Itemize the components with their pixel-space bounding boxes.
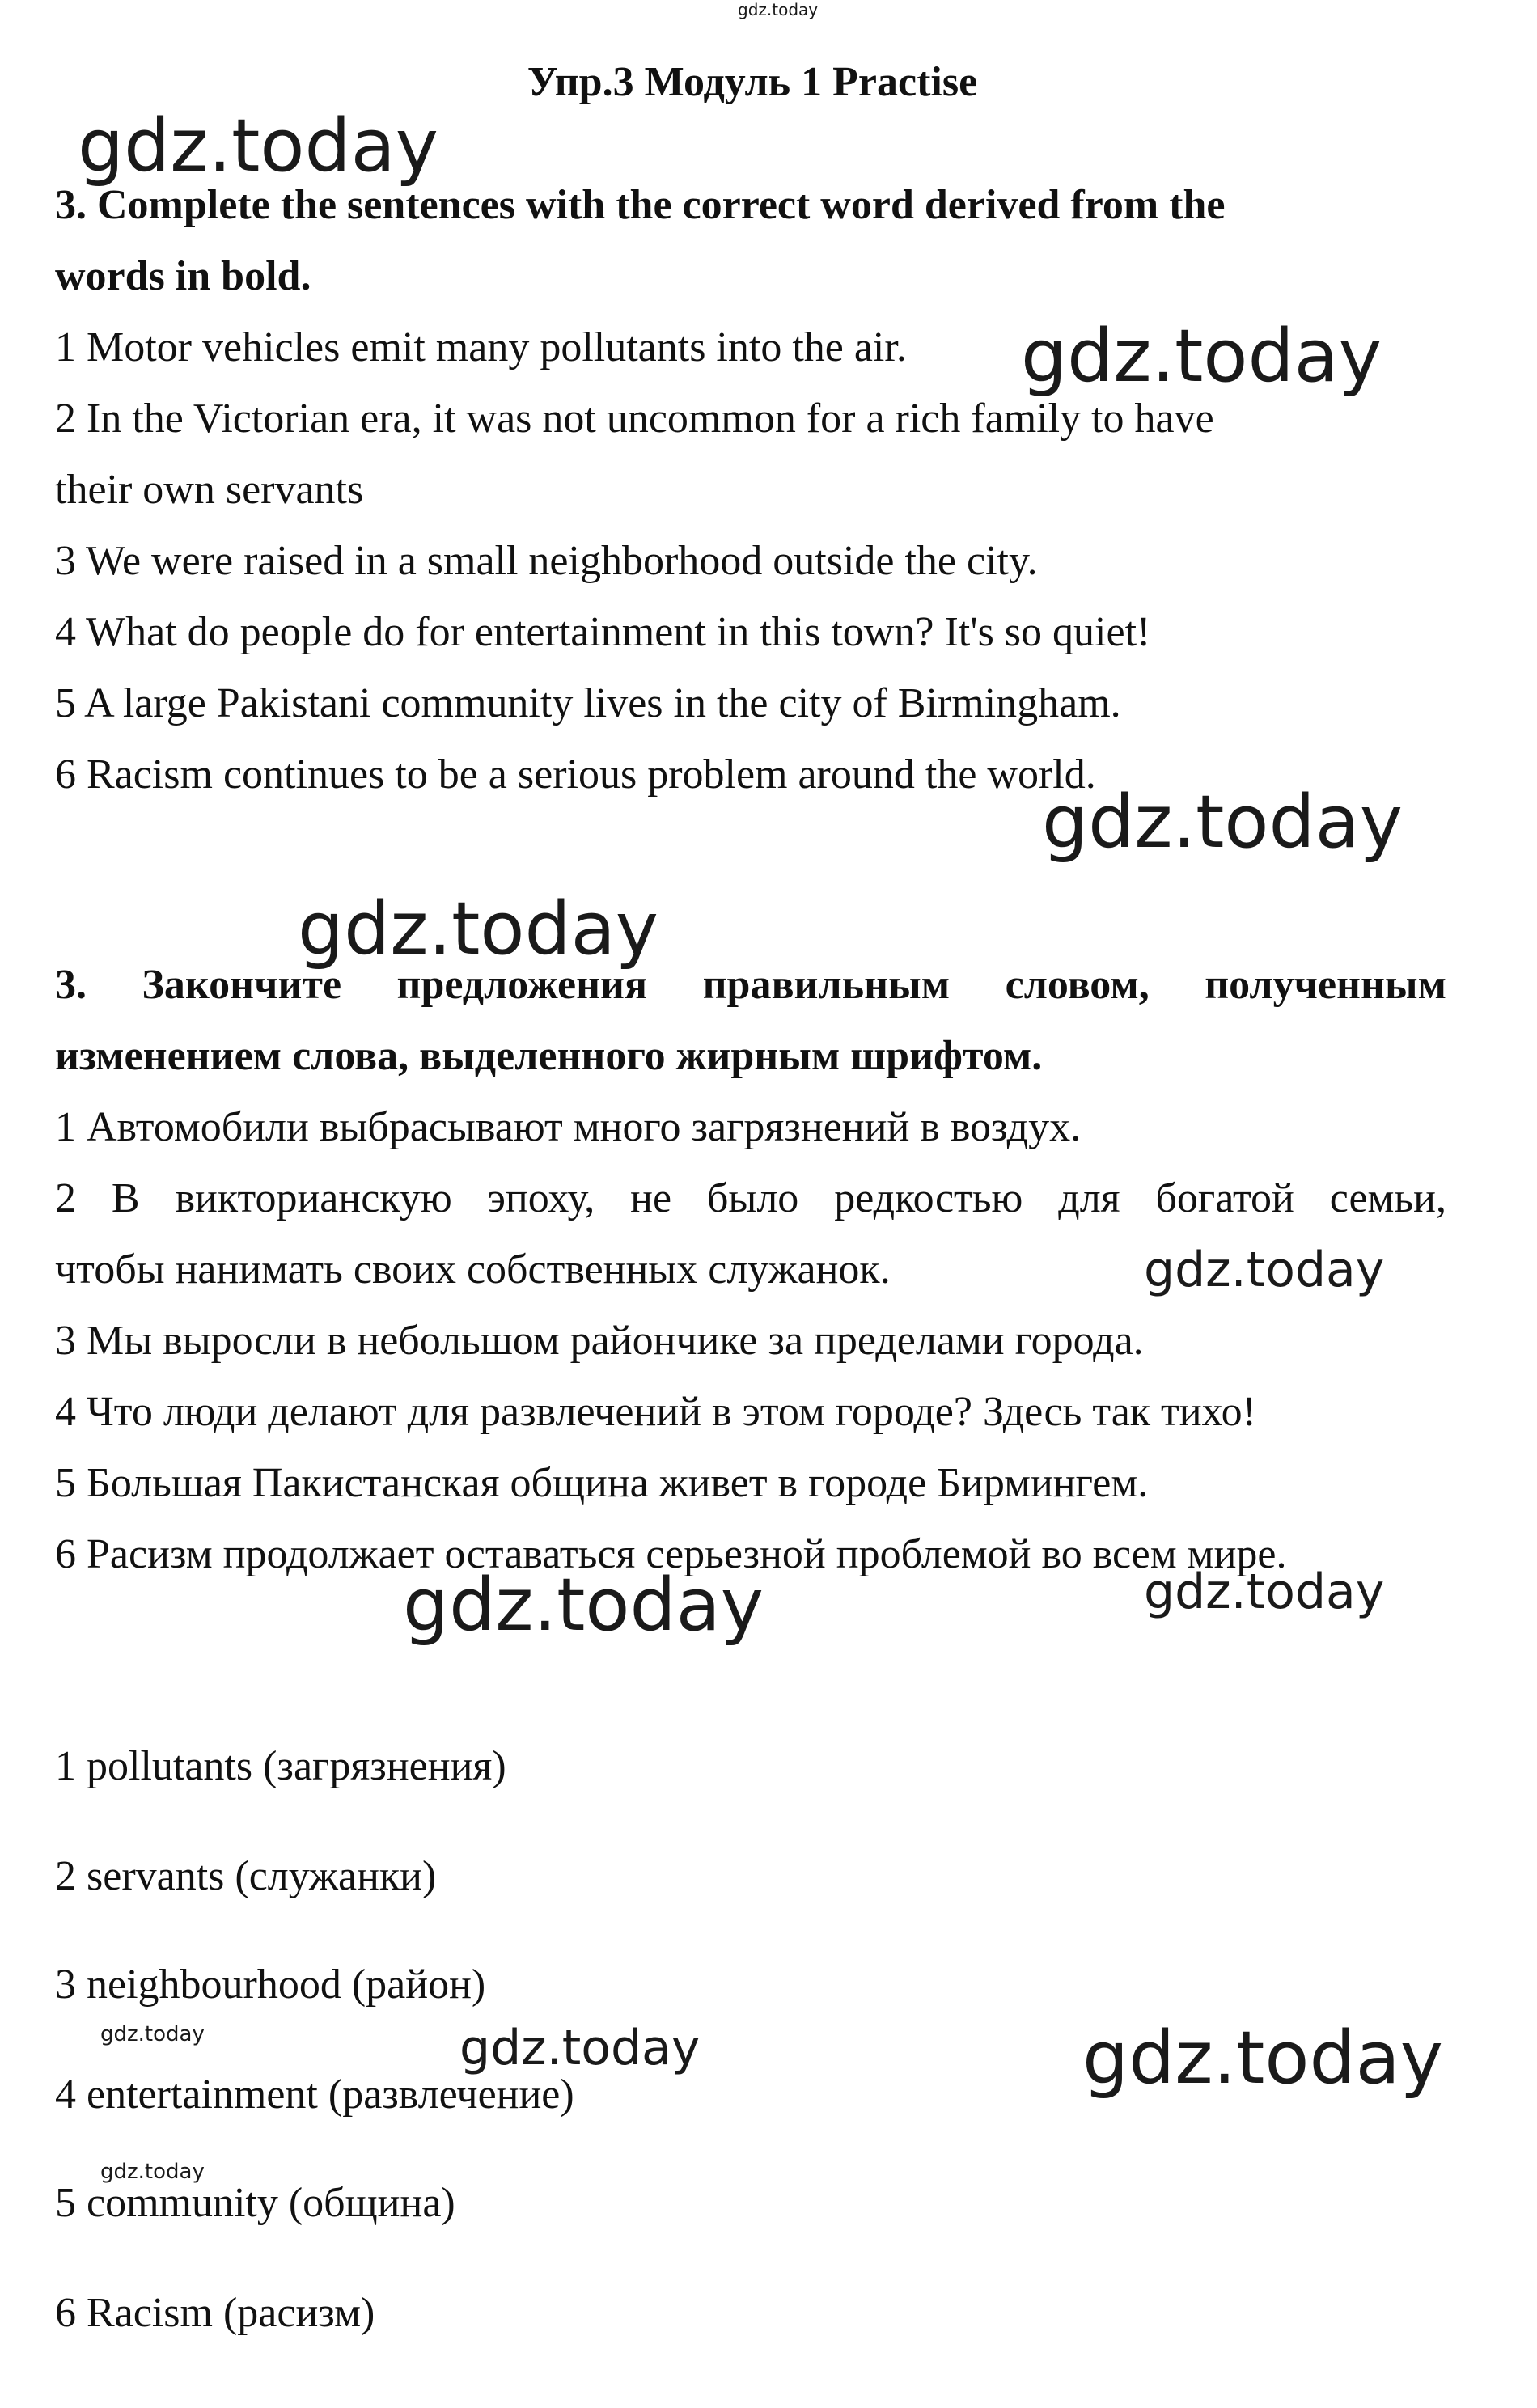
watermark: gdz.today [1082,2016,1444,2101]
english-instruction-line1: 3. Complete the sentences with the correct word derived from the [55,182,1226,228]
english-sentence-5: 5 A large Pakistani community lives in the city of Birmingham. [55,680,1121,726]
answer-5: 5 community (община) [55,2180,455,2226]
watermark: gdz.today [298,887,659,971]
page-title: Упр.3 Модуль 1 Practise [527,59,978,105]
watermark: gdz.today [403,1563,764,1648]
english-sentence-2-line2: their own servants [55,467,364,513]
answer-6: 6 Racism (расизм) [55,2290,375,2336]
russian-instruction-line1: 3. Закончите предложения правильным словом, полученным [55,962,1446,1008]
english-sentence-6: 6 Racism continues to be a serious problem around the world. [55,751,1096,798]
watermark: gdz.today [1144,1564,1385,1620]
russian-sentence-2-line2: чтобы нанимать своих собственных служанок. [55,1246,891,1293]
russian-sentence-4: 4 Что люди делают для развлечений в этом городе? Здесь так тихо! [55,1389,1256,1435]
watermark: gdz.today [100,2160,205,2184]
english-sentence-4: 4 What do people do for entertainment in this town? It's so quiet! [55,609,1151,655]
english-sentence-3: 3 We were raised in a small neighborhood outside the city. [55,538,1038,584]
russian-sentence-3: 3 Мы выросли в небольшом райончике за пределами города. [55,1318,1144,1364]
answer-2: 2 servants (служанки) [55,1853,437,1899]
answer-3: 3 neighbourhood (район) [55,1962,486,2008]
watermark: gdz.today [459,2020,701,2076]
watermark: gdz.today [100,2022,205,2046]
russian-sentence-5: 5 Большая Пакистанская община живет в городе Бирмингем. [55,1460,1149,1506]
russian-instruction-line2: изменением слова, выделенного жирным шрифтом. [55,1033,1043,1079]
english-sentence-2-line1: 2 In the Victorian era, it was not uncommon for a rich family to have [55,396,1214,442]
russian-sentence-6: 6 Расизм продолжает оставаться серьезной проблемой во всем мире. [55,1531,1287,1577]
watermark: gdz.today [78,104,439,188]
watermark: gdz.today [1144,1242,1385,1298]
answer-4: 4 entertainment (развлечение) [55,2072,574,2118]
english-instruction-line2: words in bold. [55,253,311,299]
watermark: gdz.today [738,0,819,19]
english-sentence-1: 1 Motor vehicles emit many pollutants into the air. [55,324,907,370]
watermark: gdz.today [1021,314,1382,399]
russian-sentence-1: 1 Автомобили выбрасывают много загрязнений в воздух. [55,1104,1082,1150]
watermark: gdz.today [1042,780,1404,865]
russian-sentence-2-line1: 2 В викторианскую эпоху, не было редкостью для богатой семьи, [55,1175,1446,1221]
answer-1: 1 pollutants (загрязнения) [55,1743,506,1789]
